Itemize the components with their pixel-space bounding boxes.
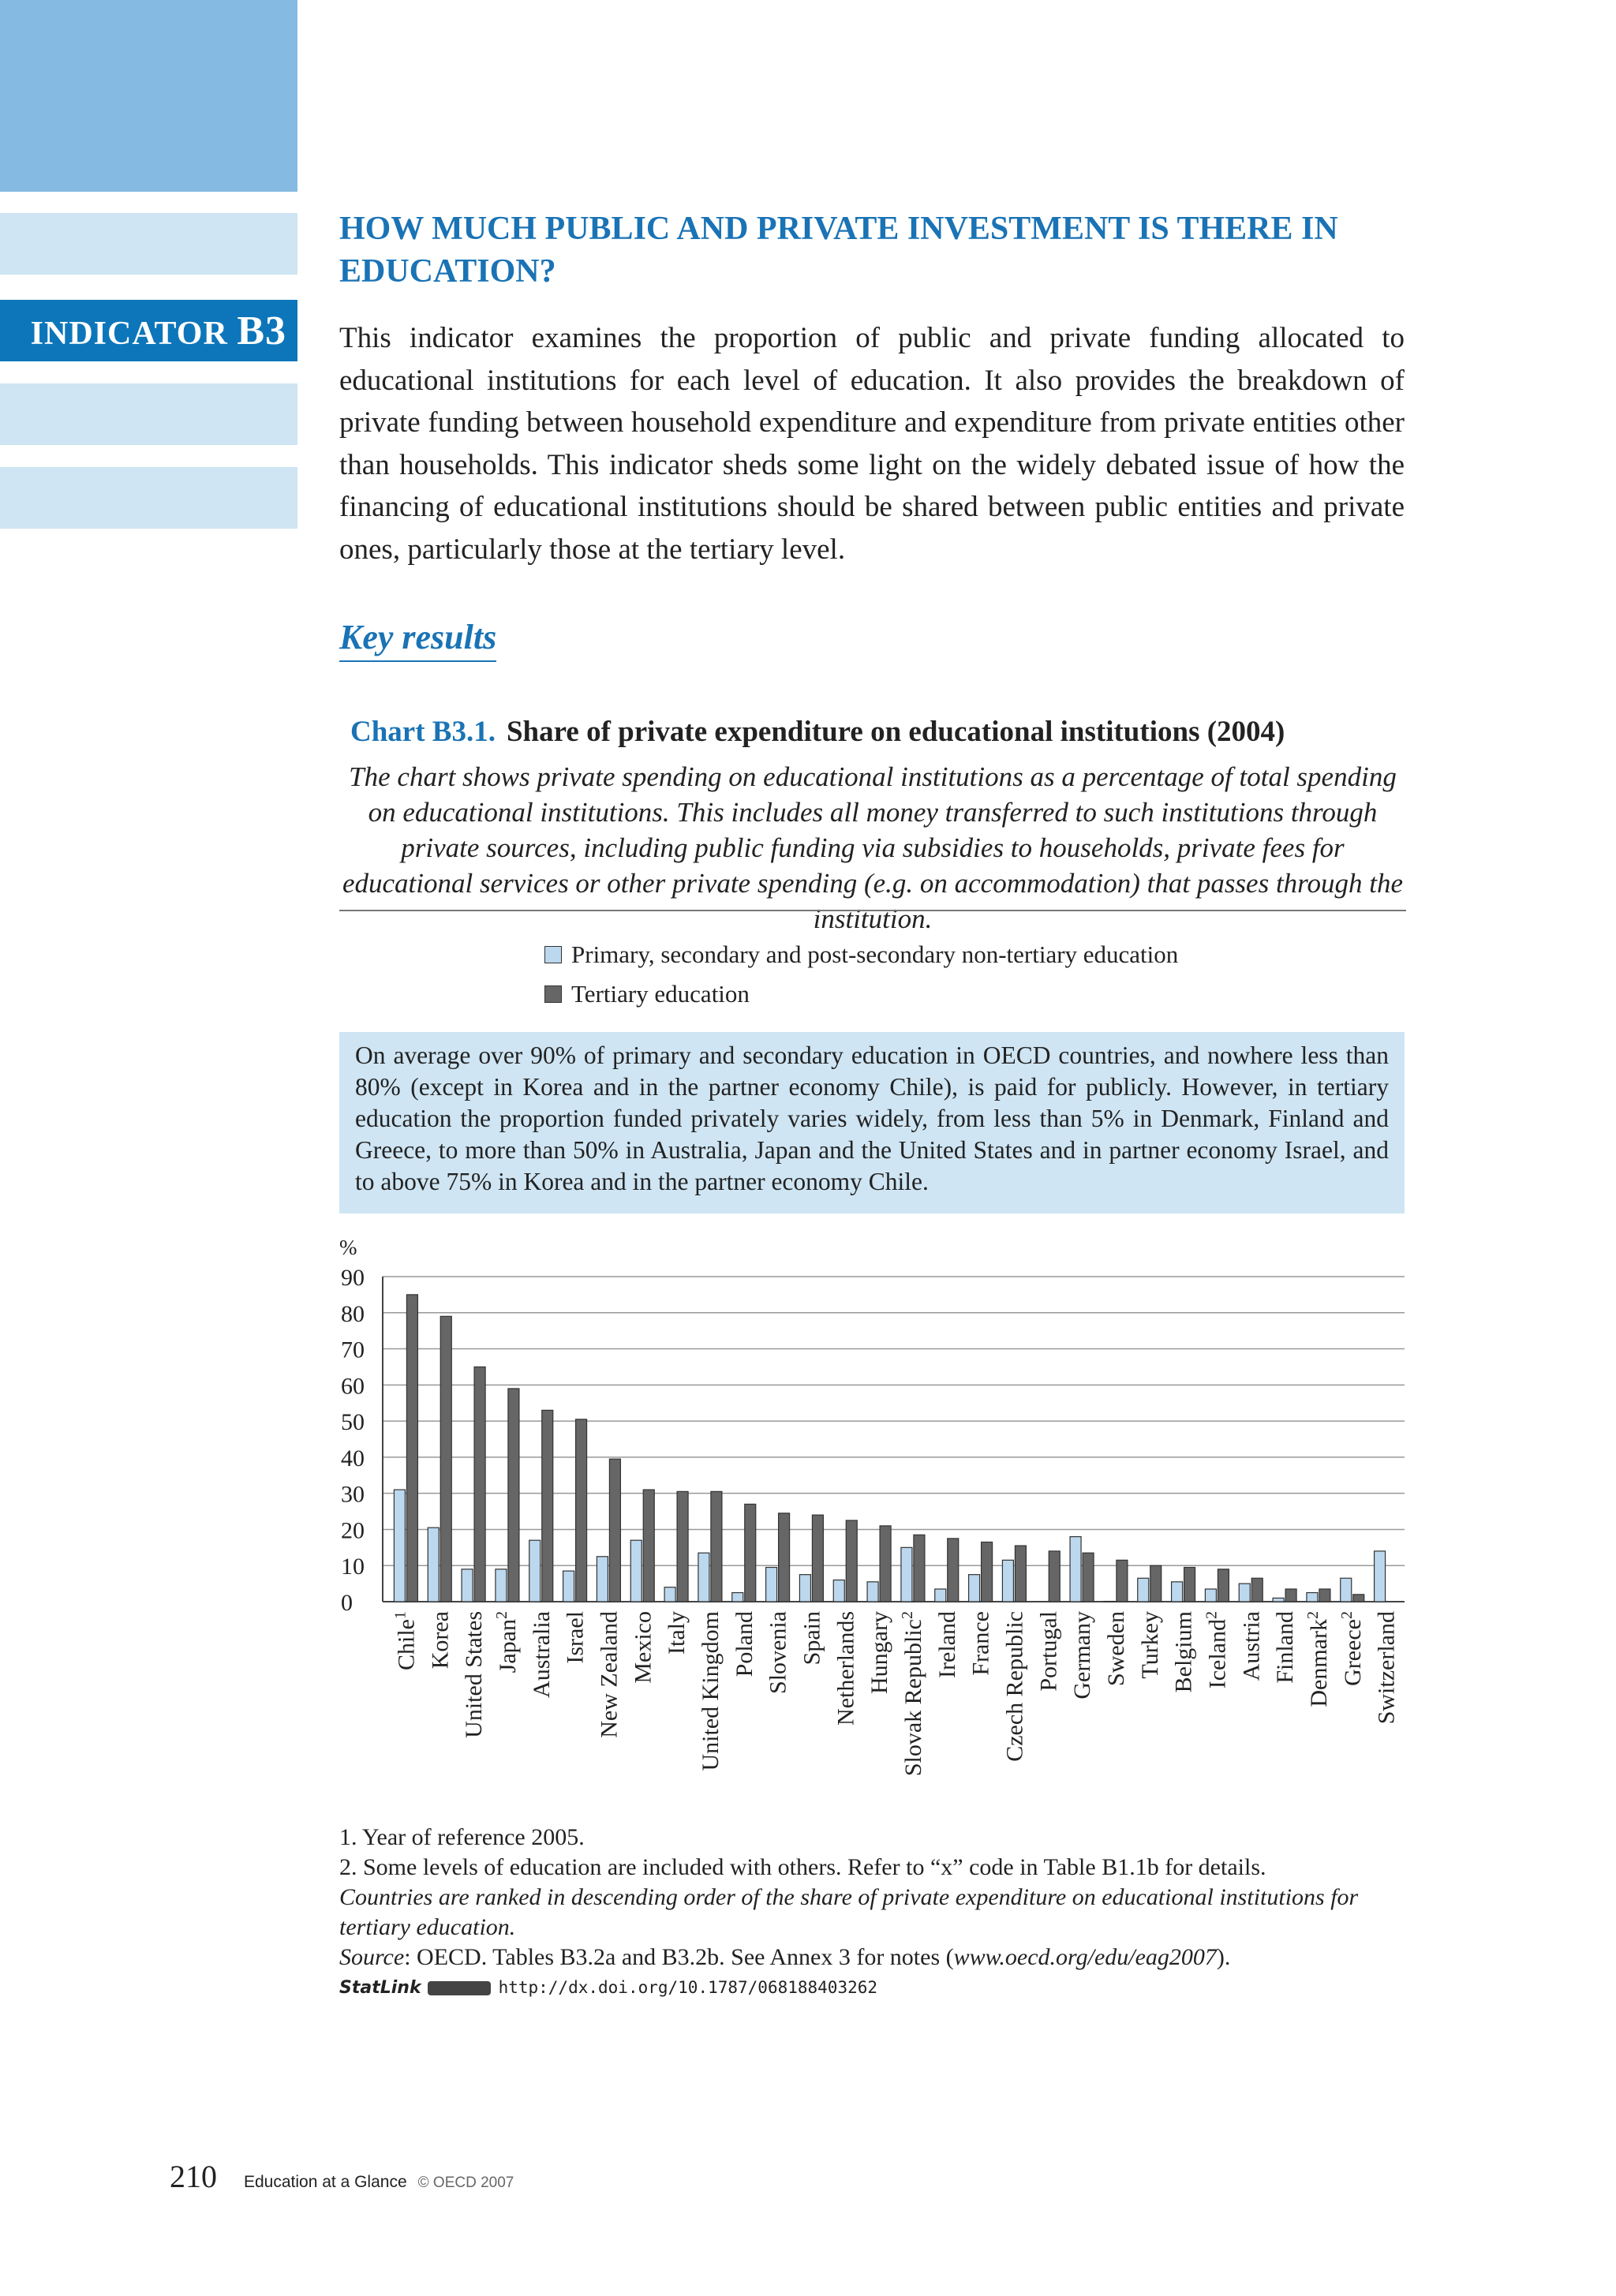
x-tick-label: Chile$^1$	[391, 1611, 420, 1670]
y-tick-label: 20	[341, 1517, 365, 1544]
ranking-note: Countries are ranked in descending order of the share of private expenditure on educational institutions for tertiary education.	[339, 1884, 1359, 1940]
bar-primary	[1239, 1584, 1250, 1602]
bar-tertiary	[609, 1459, 620, 1602]
x-tick-label: Switzerland	[1373, 1611, 1400, 1725]
x-tick-label: New Zealand	[596, 1611, 623, 1738]
publication-name: Education at a Glance	[244, 2173, 407, 2191]
statlink-icon	[428, 1981, 491, 1995]
bar-tertiary	[1117, 1560, 1128, 1602]
bar-primary	[833, 1580, 844, 1602]
bar-tertiary	[542, 1410, 553, 1602]
bar-primary	[1002, 1560, 1013, 1602]
bar-primary	[630, 1540, 642, 1602]
bar-primary	[563, 1571, 574, 1602]
bar-tertiary	[1083, 1553, 1094, 1602]
bar-primary	[1307, 1593, 1318, 1602]
bar-tertiary	[745, 1504, 756, 1602]
x-tick-label: Spain	[799, 1611, 825, 1666]
y-tick-label: 80	[341, 1300, 365, 1327]
x-tick-label: Israel	[562, 1611, 589, 1664]
chart-number: Chart B3.1.	[350, 716, 496, 748]
copyright: © OECD 2007	[417, 2174, 514, 2191]
bar-primary	[901, 1547, 912, 1602]
bar-tertiary	[1015, 1546, 1026, 1602]
x-tick-label: France	[967, 1611, 994, 1676]
page-footer	[170, 2158, 514, 2195]
bar-primary	[394, 1490, 405, 1602]
bar-primary	[1172, 1582, 1183, 1602]
bar-tertiary	[779, 1513, 790, 1602]
footnotes	[339, 1823, 1406, 2003]
source-label: Source	[339, 1944, 405, 1970]
bar-primary	[529, 1540, 541, 1602]
key-results-heading: Key results	[339, 617, 496, 662]
bar-tertiary	[982, 1542, 993, 1602]
indicator-label: INDICATOR	[30, 316, 228, 352]
bar-primary	[496, 1569, 507, 1602]
x-tick-label: Australia	[528, 1611, 555, 1698]
bar-primary	[766, 1568, 777, 1602]
indicator-code: B3	[237, 309, 286, 353]
x-tick-label: Korea	[427, 1611, 454, 1670]
bar-tertiary	[440, 1316, 451, 1602]
bar-tertiary	[1353, 1595, 1364, 1602]
footnote-2: 2. Some levels of education are included with others. Refer to “x” code in Table B1.1b for details.	[339, 1854, 1266, 1880]
page-number: 210	[170, 2159, 217, 2194]
bar-primary	[867, 1582, 878, 1602]
footnote-1: 1. Year of reference 2005.	[339, 1824, 585, 1850]
bar-primary	[1205, 1589, 1216, 1602]
bar-primary	[799, 1575, 810, 1602]
y-tick-label: 0	[341, 1590, 353, 1616]
source-end: ).	[1216, 1944, 1231, 1970]
statlink-label: StatLink	[339, 1978, 421, 1998]
callout-box: On average over 90% of primary and secondary education in OECD countries, and nowhere less than 80% (except in Korea and in the partner economy Chile), is paid for publicly. However, in tertiary education the proportion funded privately varies widely, from less than 5% in Denmark, Finland and Greece, to more than 50% in Australia, Japan and the United States and in partner economy Israel, and to above 75% in Korea and in the partner economy Chile.	[339, 1032, 1405, 1213]
y-tick-label: 90	[341, 1265, 365, 1291]
bar-tertiary	[1285, 1589, 1296, 1602]
y-tick-label: 50	[341, 1409, 365, 1436]
y-tick-label: 10	[341, 1554, 365, 1580]
bar-primary	[698, 1553, 709, 1602]
intro-paragraph: This indicator examines the proportion of public and private funding allocated to educational institutions for each level of education. It also provides the breakdown of private funding between household expenditure and expenditure from private entities other than households. This indicator sheds some light on the widely debated issue of how the financing of educational institutions should be shared between public entities and private ones, particularly those at the tertiary level.	[339, 322, 1405, 566]
bar-tertiary	[508, 1389, 519, 1602]
bar-tertiary	[846, 1520, 857, 1602]
x-tick-label: Denmark$^2$	[1304, 1611, 1332, 1707]
page-title: HOW MUCH PUBLIC AND PRIVATE INVESTMENT IS THERE IN EDUCATION?	[339, 211, 1338, 290]
bar-tertiary	[880, 1526, 891, 1602]
statlink-url[interactable]: http://dx.doi.org/10.1787/068188403262	[498, 1978, 878, 1997]
bar-tertiary	[812, 1515, 823, 1602]
x-tick-label: Portugal	[1035, 1611, 1062, 1692]
x-tick-label: Finland	[1272, 1611, 1299, 1684]
bar-tertiary	[1184, 1568, 1195, 1602]
y-axis-label: %	[339, 1236, 357, 1259]
bar-primary	[428, 1528, 439, 1602]
source-text: : OECD. Tables B3.2a and B3.2b. See Annex 3 for notes (	[404, 1944, 954, 1970]
x-tick-label: Austria	[1238, 1611, 1265, 1681]
x-tick-label: Hungary	[866, 1611, 893, 1694]
bar-primary	[664, 1587, 675, 1602]
bar-tertiary	[1049, 1551, 1060, 1602]
x-tick-label: Greece$^2$	[1337, 1611, 1366, 1686]
x-tick-label: Turkey	[1136, 1611, 1163, 1679]
y-tick-label: 60	[341, 1373, 365, 1400]
bar-primary	[462, 1569, 473, 1602]
x-tick-label: Czech Republic	[1001, 1611, 1028, 1762]
statlink-line	[339, 1973, 1406, 2003]
bar-tertiary	[1218, 1569, 1229, 1602]
x-tick-label: Slovak Republic$^2$	[898, 1611, 926, 1777]
x-tick-label: Sweden	[1102, 1611, 1129, 1686]
y-tick-label: 70	[341, 1337, 365, 1363]
bar-tertiary	[643, 1490, 654, 1602]
bar-tertiary	[474, 1367, 485, 1602]
x-tick-label: Mexico	[630, 1611, 656, 1684]
bar-primary	[1375, 1551, 1386, 1602]
bar-primary	[1341, 1578, 1352, 1602]
bar-tertiary	[677, 1491, 688, 1602]
source-link[interactable]: www.oecd.org/edu/eag2007	[953, 1944, 1217, 1970]
bar-tertiary	[1251, 1578, 1262, 1602]
bar-primary	[969, 1575, 980, 1602]
y-tick-label: 30	[341, 1481, 365, 1508]
bar-tertiary	[1319, 1589, 1330, 1602]
bar-primary	[935, 1589, 946, 1602]
legend-label-primary: Primary, secondary and post-secondary non-tertiary education	[571, 940, 1179, 968]
x-tick-label: Netherlands	[832, 1611, 859, 1726]
chart-title: Share of private expenditure on educational institutions (2004)	[506, 716, 1285, 748]
legend-label-tertiary: Tertiary education	[571, 980, 750, 1008]
bar-primary	[597, 1557, 608, 1602]
bar-primary	[1070, 1537, 1081, 1602]
bar-tertiary	[914, 1535, 925, 1602]
bar-primary	[1273, 1598, 1284, 1602]
x-tick-label: Japan$^2$	[492, 1611, 521, 1673]
bar-tertiary	[406, 1295, 417, 1602]
x-tick-label: Iceland$^2$	[1203, 1611, 1231, 1689]
x-tick-label: United States	[461, 1611, 488, 1738]
source-note	[339, 1943, 1406, 1973]
x-tick-label: Belgium	[1170, 1611, 1197, 1693]
x-tick-label: United Kingdom	[697, 1611, 724, 1771]
x-tick-label: Italy	[664, 1611, 690, 1655]
x-tick-label: Ireland	[933, 1611, 960, 1678]
x-tick-label: Slovenia	[765, 1611, 791, 1694]
bar-tertiary	[1150, 1565, 1162, 1602]
chart-description: The chart shows private spending on educational institutions as a percentage of total spending on educational institutions. This includes all money transferred to such institutions through private sources, including public funding via subsidies to households, private fees for educational services or other private spending (e.g. on accommodation) that passes through the institution.	[342, 761, 1404, 934]
x-tick-label: Germany	[1069, 1611, 1096, 1700]
bar-tertiary	[576, 1419, 587, 1602]
bar-tertiary	[711, 1491, 722, 1602]
bar-tertiary	[948, 1539, 959, 1602]
bar-primary	[1138, 1578, 1149, 1602]
x-tick-label: Poland	[731, 1611, 758, 1677]
y-tick-label: 40	[341, 1445, 365, 1471]
bar-primary	[732, 1593, 743, 1602]
